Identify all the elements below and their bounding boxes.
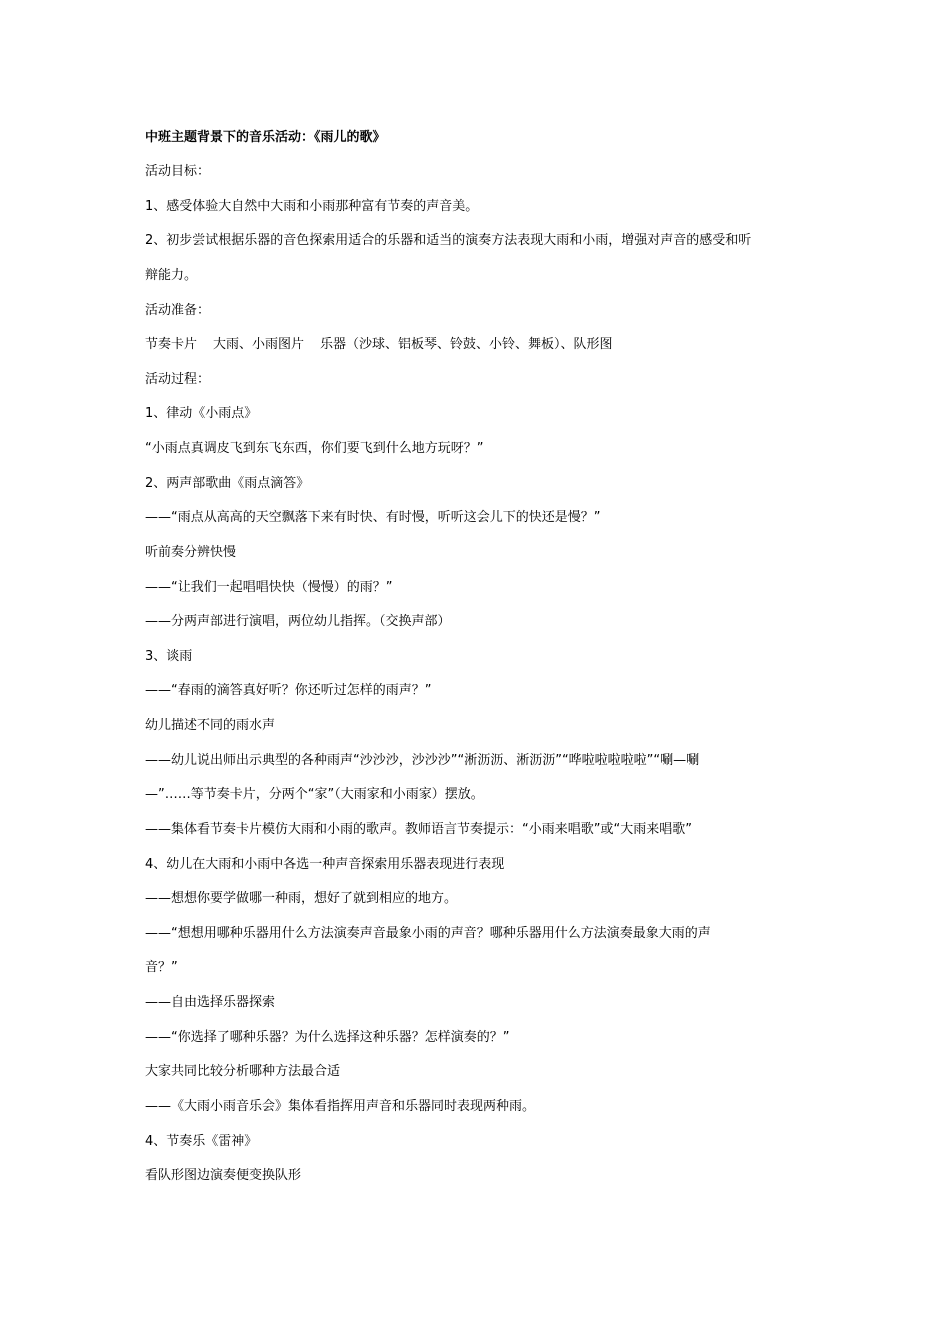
process-line: ——分两声部进行演唱，两位幼儿指挥。（交换声部） [145,614,451,629]
process-line: 4、节奏乐《雷神》 [145,1134,258,1149]
process-line: —”……等节奏卡片，分两个“家”（大雨家和小雨家）摆放。 [145,787,484,802]
goals-heading: 活动目标： [145,164,211,179]
prep-list [145,336,613,354]
process-line: ——集体看节奏卡片模仿大雨和小雨的歌声。教师语言节奏提示：“小雨来唱歌”或“大雨来唱歌” [145,822,692,837]
process-line: ——“让我们一起唱唱快快（慢慢）的雨？” [145,580,393,595]
process-line: ——幼儿说出师出示典型的各种雨声“沙沙沙，沙沙沙”“淅沥沥、淅沥沥”“哗啦啦啦啦啦”“唰—唰 [145,753,700,768]
process-line: 3、谈雨 [145,649,193,664]
process-line: 1、律动《小雨点》 [145,406,258,421]
process-line: ——“春雨的滴答真好听？你还听过怎样的雨声？” [145,683,432,698]
process-heading: 活动过程： [145,372,211,387]
goal-1: 1、感受体验大自然中大雨和小雨那种富有节奏的声音美。 [145,199,479,214]
process-line: ——想想你要学做哪一种雨，想好了就到相应的地方。 [145,891,458,906]
prep-item: 乐器（沙球、铝板琴、铃鼓、小铃、舞板）、队形图 [320,337,613,352]
prep-heading: 活动准备： [145,303,211,318]
process-line: 看队形图边演奏便变换队形 [145,1168,302,1183]
process-line: 大家共同比较分析哪种方法最合适 [145,1064,341,1079]
process-line: 4、幼儿在大雨和小雨中各选一种声音探索用乐器表现进行表现 [145,857,505,872]
process-line: ——自由选择乐器探索 [145,995,276,1010]
prep-item: 大雨、小雨图片 [213,337,305,352]
process-line: “小雨点真调皮飞到东飞东西，你们要飞到什么地方玩呀？” [145,441,484,456]
prep-item: 节奏卡片 [145,337,198,352]
process-line: ——“你选择了哪种乐器？为什么选择这种乐器？怎样演奏的？” [145,1030,510,1045]
goal-2-line-2: 辩能力。 [145,268,198,283]
document-title: 中班主题背景下的音乐活动：《雨儿的歌》 [145,130,386,145]
process-line: 2、两声部歌曲《雨点滴答》 [145,476,310,491]
process-line: ——“想想用哪种乐器用什么方法演奏声音最象小雨的声音？哪种乐器用什么方法演奏最象大雨的声 [145,926,711,941]
process-line: 听前奏分辨快慢 [145,545,237,560]
process-line: 音？” [145,960,178,975]
process-line: ——《大雨小雨音乐会》集体看指挥用声音和乐器同时表现两种雨。 [145,1099,536,1114]
process-line: 幼儿描述不同的雨水声 [145,718,276,733]
goal-2-line-1: 2、初步尝试根据乐器的音色探索用适合的乐器和适当的演奏方法表现大雨和小雨，增强对声音的感受和听 [145,233,752,248]
process-line: ——“雨点从高高的天空飘落下来有时快、有时慢，听听这会儿下的快还是慢？” [145,510,601,525]
